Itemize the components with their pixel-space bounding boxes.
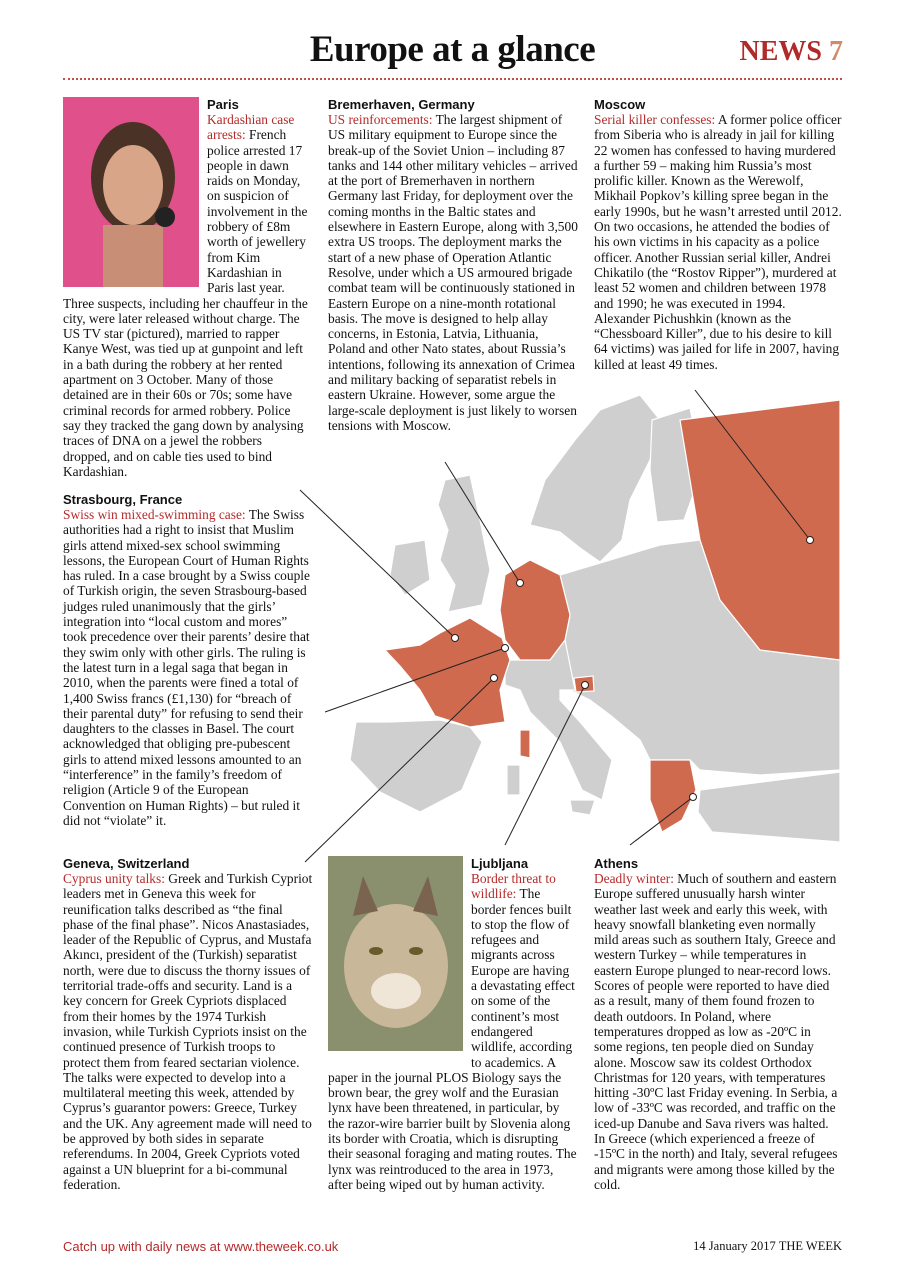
map-sardinia (507, 765, 520, 795)
story-ljubljana (328, 856, 578, 1192)
story-body: French police arrested 17 people in dawn raids on Monday, on suspicion of involvement in the robbery of £8m worth of jewellery from Kim Kardashian in Paris last year. Three suspects, including her chauffeur in the city, were later released without charge. The US TV star (pictured), married to rapper Kanye West, was tied up at gunpoint and left in a bath during the robbery at her rented apartment on 3 October. Many of those detained are in their 60s or 70s; some have criminal records for armed robbery. Police say they tracked the gang down by analysing traces of DNA on a jewel the robbers dropped, and on cable ties used to bind Kardashian. (63, 127, 308, 479)
story-athens (594, 856, 842, 1192)
section-label (740, 36, 843, 68)
story-place: Strasbourg, France (63, 492, 183, 507)
footer-issue-date: 14 January 2017 THE WEEK (693, 1239, 842, 1253)
story-lead: Border threat to wildlife: (471, 871, 556, 902)
story-place: Moscow (594, 97, 646, 112)
story-bremerhaven (328, 97, 578, 433)
story-body: Much of southern and eastern Europe suffered unusually harsh winter weather last week and early this week, with heavy snowfall blanketing even normally mild areas such as southern Italy, Greece and western Turkey – while temperatures in eastern Europe plunged to near-record lows. Scores of people were reported to have died as a result, many of them found frozen to death outdoors. In Poland, where temperatures dropped as low as -20ºC in some regions, ten people died on Sunday alone. Moscow saw its coldest Orthodox Christmas for 120 years, with temperatures hitting -30ºC last Friday evening. In Serbia, a low of -33ºC was recorded, and traffic on the iced-up Danube and Sava rivers was halted. In Greece (which experienced a freeze of -15ºC in the north) and Italy, several refugees and migrants were among those killed by the cold. (594, 871, 838, 1192)
moscow-marker (807, 537, 814, 544)
story-body: The border fences built to stop the flow of refugees and migrants across Europe are having a devastating effect on some of the continent’s most endangered wildlife, according to academics. A paper in the journal PLOS Biology says the brown bear, the grey wolf and the Eurasian lynx have been threatened, in particular, by the razor-wire barrier built by Slovenia along its border with Croatia, which is disrupting their seasonal foraging and mating routes. The lynx was reintroduced to the area in 1973, after being wiped out by human activity. (328, 886, 577, 1192)
page-number: 7 (829, 36, 843, 67)
story-place: Ljubljana (471, 856, 529, 871)
map-ireland (390, 540, 430, 595)
story-place: Paris (207, 97, 239, 112)
story-strasbourg (63, 492, 313, 828)
bremerhaven-marker (517, 580, 524, 587)
story-place: Bremerhaven, Germany (328, 97, 475, 112)
section-name: NEWS (739, 36, 822, 67)
divider (63, 78, 842, 80)
story-moscow (594, 97, 842, 372)
map-germany (500, 560, 570, 660)
map-greece (650, 760, 696, 832)
map-britain (438, 475, 490, 612)
map-iberia (350, 720, 482, 812)
map-sicily (570, 800, 595, 815)
story-lead: Deadly winter: (594, 871, 674, 886)
athens-marker (690, 794, 697, 801)
story-lead: Cyprus unity talks: (63, 871, 165, 886)
story-place: Athens (594, 856, 639, 871)
story-lead: US reinforcements: (328, 112, 433, 127)
story-paris (63, 97, 310, 479)
paris-marker (452, 635, 459, 642)
footer-website-link[interactable]: Catch up with daily news at www.theweek.co.uk (63, 1239, 339, 1254)
story-place: Geneva, Switzerland (63, 856, 190, 871)
geneva-marker (491, 675, 498, 682)
story-lead: Serial killer confesses: (594, 112, 716, 127)
strasbourg-marker (502, 645, 509, 652)
map-corsica (520, 730, 530, 758)
page-title: Europe at a glance (309, 29, 596, 70)
story-geneva (63, 856, 313, 1192)
kardashian-photo (63, 97, 199, 287)
story-body: The Swiss authorities had a right to insist that Muslim girls attend mixed-sex school swimming lessons, the European Court of Human Rights has ruled. In a case brought by a Swiss couple of Turkish origin, the seven Strasbourg-based judges ruled unanimously that the girls’ integration into “local custom and mores” took precedence over their parents’ desire that they swim only with other girls. The ruling is the latest turn in a legal saga that began in 2010, when the parents were fined a total of 1,400 Swiss francs (£1,130) for “breach of their parental duty” for refusing to send their daughters to the classes in Basel. The court acknowledged that obliging pre-pubescent girls to attend mixed lessons amounted to an “interference” in the family’s freedom of religion (Article 9 of the European Convention on Human Rights) – but ruled it did not “violate” it. (63, 507, 310, 828)
map-turkey (698, 772, 840, 842)
story-lead: Swiss win mixed-swimming case: (63, 507, 246, 522)
ljubljana-marker (582, 682, 589, 689)
story-body: The largest shipment of US military equipment to Europe since the break-up of the Soviet Union – including 87 tanks and 144 other military vehicles – arrived at the port of Bremerhaven in northern Germany last Friday, for deployment over the coming months in the Baltic states and elsewhere in Eastern Europe, along with 3,500 extra US troops. The deployment marks the start of a new phase of Operation Atlantic Resolve, under which a US armoured brigade combat team will be continuously stationed in Eastern Europe on a nine-month rotational basis. The move is designed to help allay concerns, in Estonia, Latvia, Lithuania, Poland and other Nato states, about Russia’s intentions, following its annexation of Crimea and military backing of separatist rebels in eastern Ukraine. However, some argue the large-scale deployment is just likely to worsen tensions with Moscow. (328, 112, 578, 433)
lynx-photo (328, 856, 463, 1051)
story-body: A former police officer from Siberia who is already in jail for killing 22 women has confessed to having murdered a further 59 – making him Russia’s most prolific killer. Known as the Werewolf, Mikhail Popkov’s killing spree began in the early 1990s, but he wasn’t arrested until 2012. On two occasions, he attended the bodies of his own victims in his capacity as a police officer. Another Russian serial killer, Andrei Chikatilo (the “Rostov Ripper”), murdered at least 52 women and children between 1978 and 1990; he was executed in 1994. Alexander Pichushkin (known as the “Chessboard Killer”, due to his desire to kill 64 victims) was jailed for life in 2007, having killed at least 49 times. (594, 112, 842, 372)
story-lead: Kardashian case arrests: (207, 112, 295, 143)
story-body: Greek and Turkish Cypriot leaders met in Geneva this week for reunification talks described as “the final phase of the final phase”. Nicos Anastasiades, leader of the Republic of Cyprus, and Mustafa Akıncı, president of the (Turkish) separatist north, were due to discuss the thorny issues of territorial trade-offs and security. Land is a key concern for Greek Cypriots displaced from their homes by the 1974 Turkish invasion, while Turkish Cypriots insist on the continued presence of Turkish troops to protect them from feared sectarian violence. The talks were expected to develop into a multilateral meeting this week, attended by Cyprus’s guarantor powers: Greece, Turkey and the UK. Any agreement made will need to be approved by both sides in separate referendums. In 2004, Greek Cypriots voted against a UN blueprint for a bi-communal federation. (63, 871, 313, 1192)
map-france (385, 618, 510, 727)
